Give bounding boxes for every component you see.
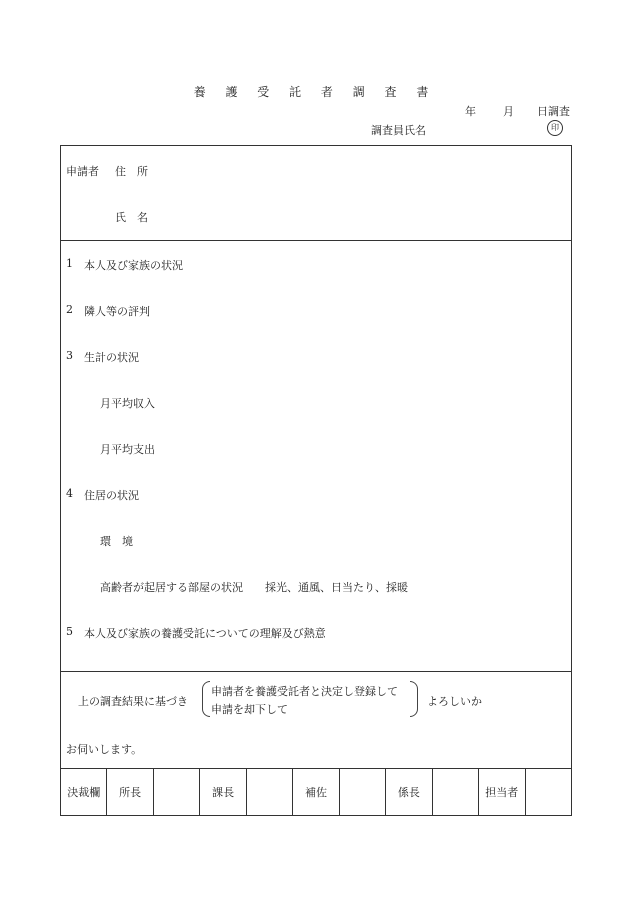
address-label: 住 所 xyxy=(115,165,148,178)
decision-option-reject: 申請を却下して xyxy=(211,703,288,716)
applicant-label: 申請者 xyxy=(66,165,99,178)
staff-stamp-cell xyxy=(525,769,571,815)
section-chief-label-cell: 課長 xyxy=(199,769,245,815)
date-day-label: 日調査 xyxy=(537,105,570,118)
director-label-cell: 所長 xyxy=(106,769,152,815)
subsection-monthly-expense: 月平均支出 xyxy=(100,443,155,456)
applicant-box xyxy=(60,145,572,241)
document-title: 養 護 受 託 者 調 査 書 xyxy=(193,85,437,99)
section-number: 3 xyxy=(66,349,73,362)
decision-prefix: 上の調査結果に基づき xyxy=(78,695,188,708)
date-month-label: 月 xyxy=(503,105,514,118)
section-livelihood: 生計の状況 xyxy=(84,351,139,364)
assistant-label-cell: 補佐 xyxy=(292,769,338,815)
decision-suffix: よろしいか xyxy=(427,695,482,708)
unit-chief-stamp-cell xyxy=(432,769,478,815)
section-understanding: 本人及び家族の養護受託についての理解及び熱意 xyxy=(84,627,326,640)
subsection-environment: 環 境 xyxy=(100,535,133,548)
investigator-label: 調査員氏名 xyxy=(371,124,426,137)
section-housing: 住居の状況 xyxy=(84,489,139,502)
left-brace-icon xyxy=(202,681,210,717)
unit-chief-label-cell: 係長 xyxy=(385,769,431,815)
right-brace-icon xyxy=(410,681,418,717)
section-chief-stamp-cell xyxy=(246,769,292,815)
section-number: 5 xyxy=(66,625,73,638)
staff-label-cell: 担当者 xyxy=(478,769,524,815)
approval-row xyxy=(60,768,572,816)
director-stamp-cell xyxy=(153,769,199,815)
section-number: 2 xyxy=(66,303,73,316)
decision-closing: お伺いします。 xyxy=(66,743,143,756)
section-number: 1 xyxy=(66,257,73,270)
date-year-label: 年 xyxy=(465,105,476,118)
subsection-monthly-income: 月平均収入 xyxy=(100,397,155,410)
name-label: 氏 名 xyxy=(115,211,148,224)
section-neighbor-reputation: 隣人等の評判 xyxy=(84,305,150,318)
approval-header-cell: 決裁欄 xyxy=(67,786,101,799)
assistant-stamp-cell xyxy=(339,769,385,815)
seal-icon: 印 xyxy=(547,120,563,136)
subsection-room-condition: 高齢者が起居する部屋の状況 採光、通風、日当たり、採暖 xyxy=(100,581,408,594)
decision-option-register: 申請者を養護受託者と決定し登録して xyxy=(211,685,398,698)
section-number: 4 xyxy=(66,487,73,500)
section-family-status: 本人及び家族の状況 xyxy=(84,259,183,272)
